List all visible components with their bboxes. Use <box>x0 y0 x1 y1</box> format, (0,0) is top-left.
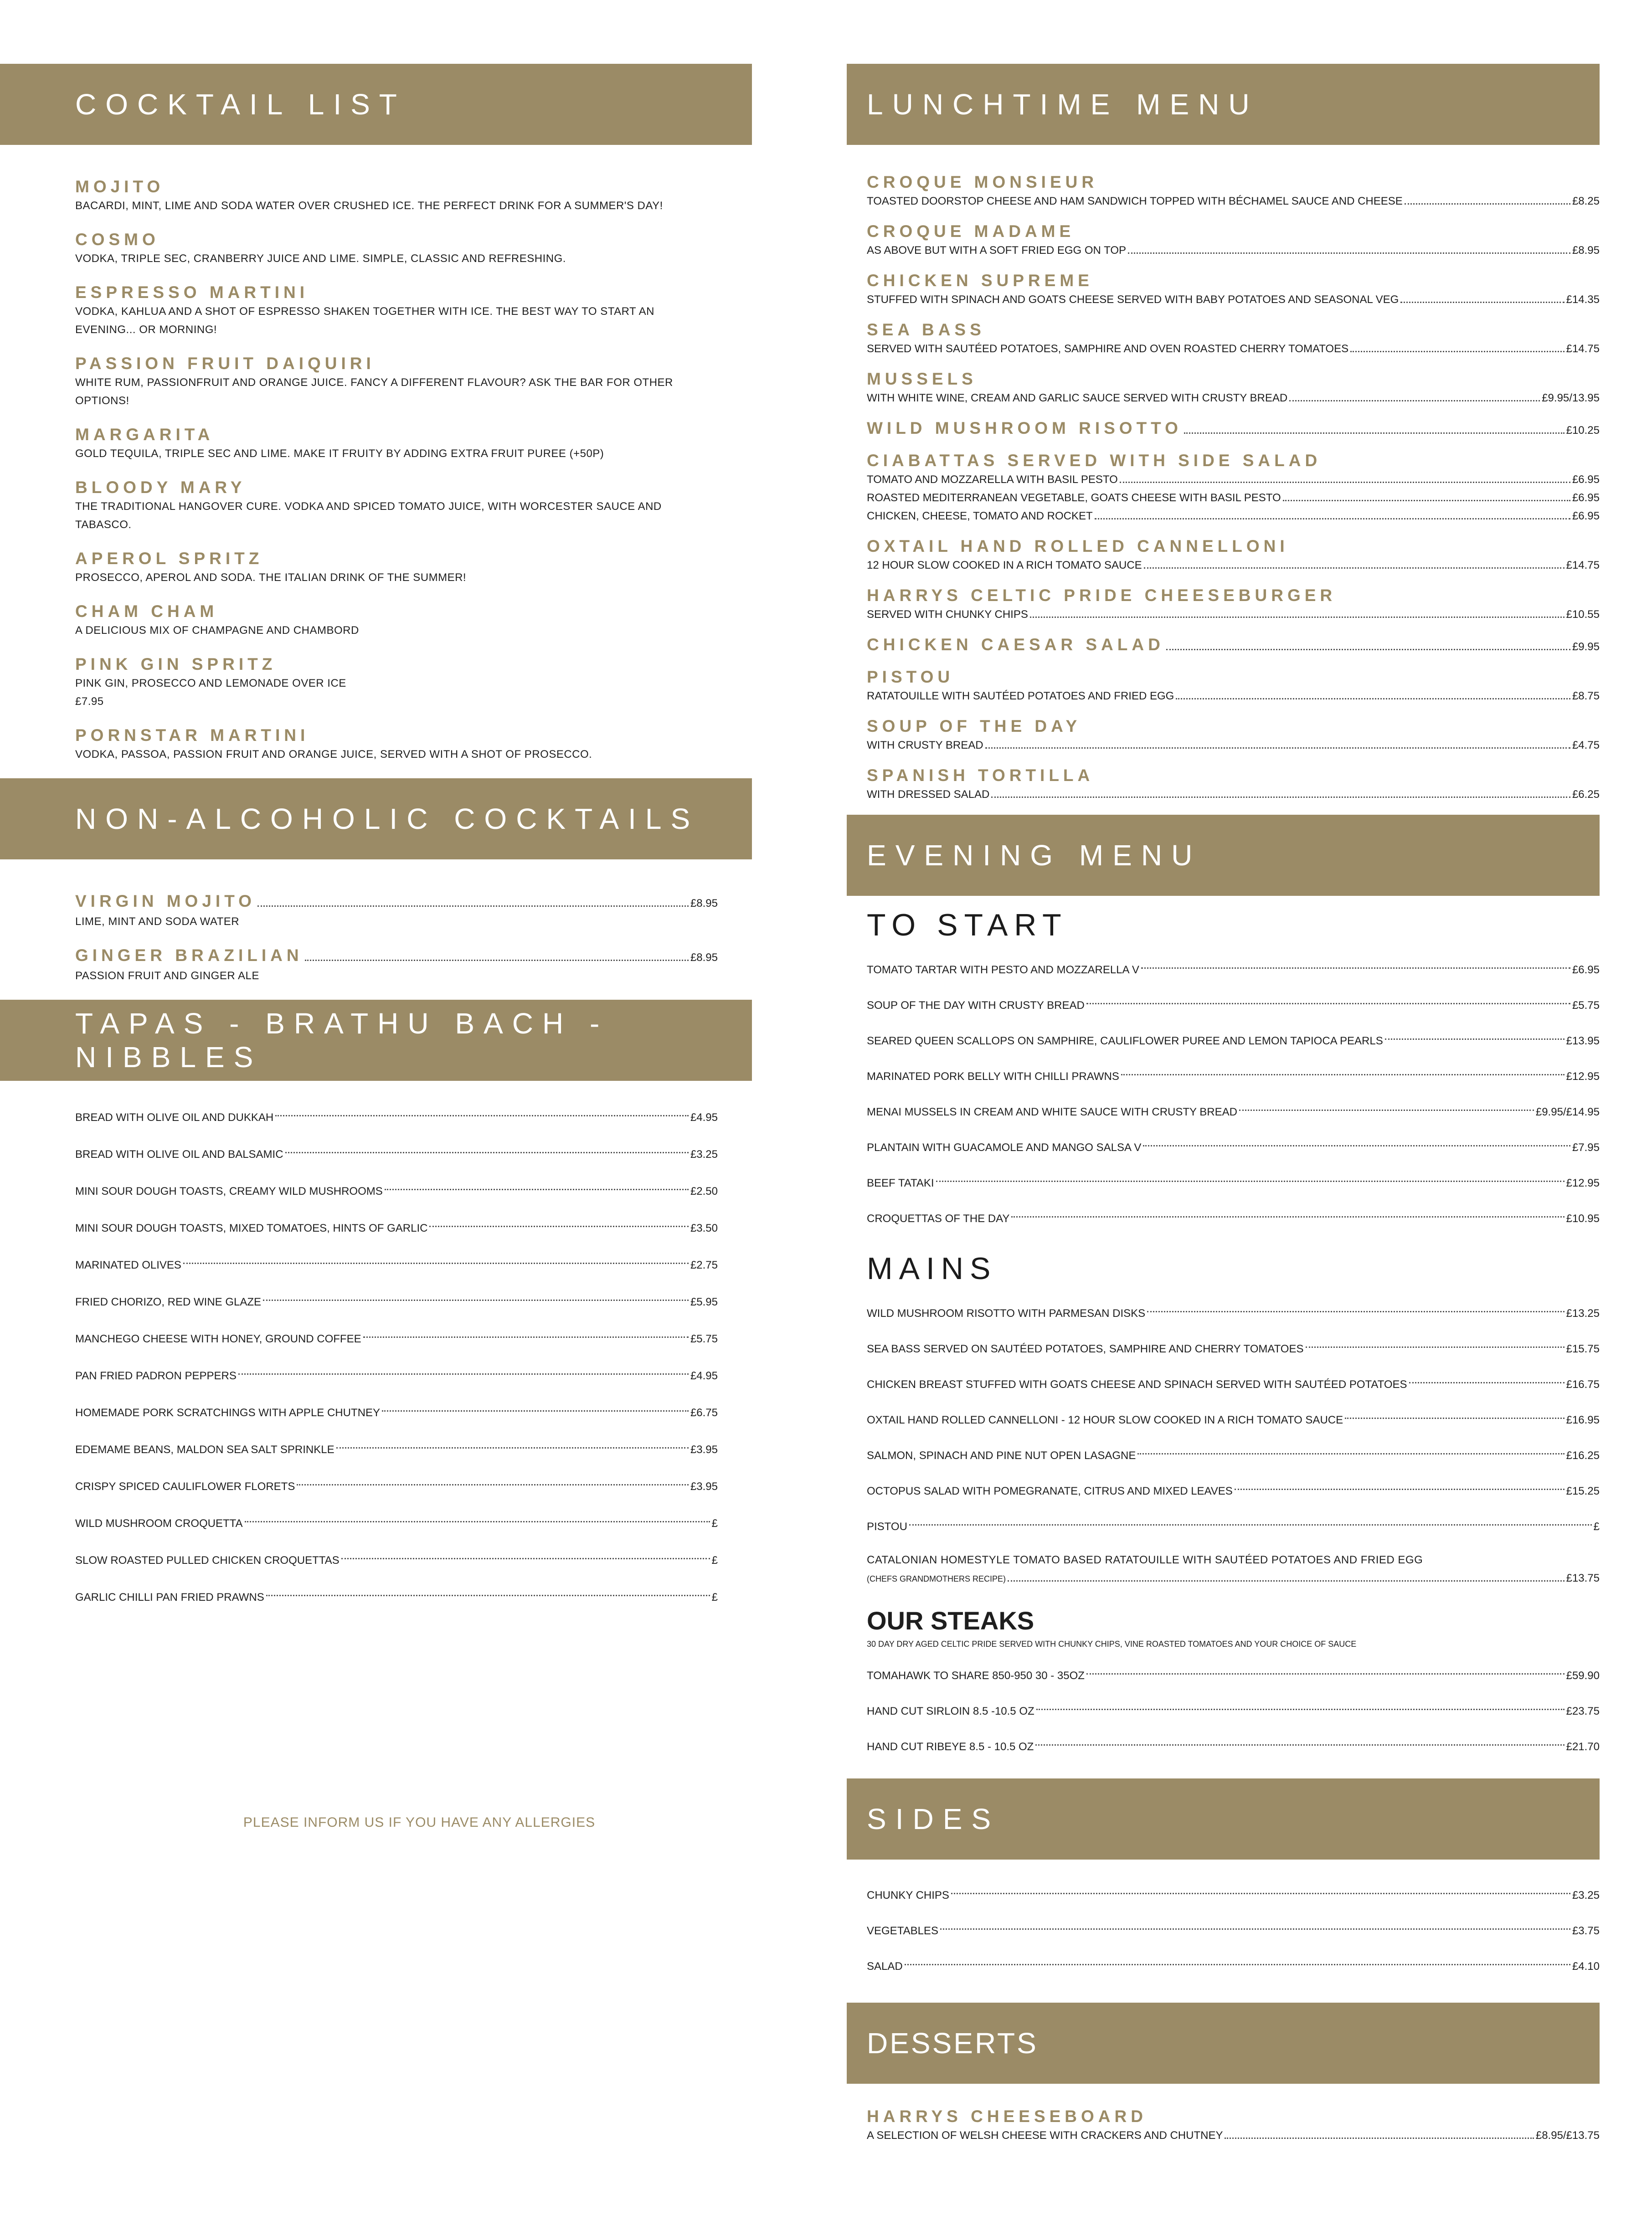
leader-dots <box>1176 698 1570 699</box>
leader-dots <box>1144 567 1565 569</box>
leader-dots <box>285 1152 689 1153</box>
mocktail-name: GINGER BRAZILIAN <box>75 946 303 965</box>
leader-dots <box>1405 203 1570 205</box>
desserts-title: DESSERTS <box>867 2027 1038 2060</box>
lunch-item: SOUP OF THE DAY WITH CRUSTY BREAD £4.75 <box>867 717 1600 751</box>
tapas-banner <box>0 1000 752 1081</box>
lunch-item: SPANISH TORTILLA WITH DRESSED SALAD £6.25 <box>867 766 1600 801</box>
steak-item: TOMAHAWK TO SHARE 850-950 30 - 35OZ £59.90 <box>867 1670 1600 1682</box>
leader-dots <box>940 1928 1570 1930</box>
leader-dots <box>363 1336 689 1338</box>
leader-dots <box>909 1524 1592 1526</box>
mocktail-desc: PASSION FRUIT AND GINGER ALE <box>75 970 259 982</box>
lunch-item-name: SEA BASS <box>867 320 985 339</box>
cocktail-desc: WHITE RUM, PASSIONFRUIT AND ORANGE JUICE. FANCY A DIFFERENT FLAVOUR? ASK THE BAR FOR OTHER OPTIONS! <box>75 376 673 407</box>
leader-dots <box>1289 400 1540 401</box>
lunch-item-name: HARRYS CELTIC PRIDE CHEESEBURGER <box>867 586 1337 605</box>
starter-item: PLANTAIN WITH GUACAMOLE AND MANGO SALSA V £7.95 <box>867 1141 1600 1154</box>
main-item: CATALONIAN HOMESTYLE TOMATO BASED RATATOUILLE WITH SAUTÉED POTATOES AND FRIED EGG (CHEFS GRANDMOTHERS RECIPE) £13.75 <box>867 1545 1600 1588</box>
leader-dots <box>1035 1744 1564 1746</box>
leader-dots <box>1350 351 1564 352</box>
catalonian-sub: (CHEFS GRANDMOTHERS RECIPE) <box>867 1574 1006 1583</box>
leader-dots <box>1036 1709 1565 1710</box>
sides-list <box>847 1860 1600 1984</box>
starter-item: TOMATO TARTAR WITH PESTO AND MOZZARELLA V £6.95 <box>867 964 1600 976</box>
desserts-banner <box>847 2003 1600 2084</box>
leader-dots <box>1400 302 1564 303</box>
leader-dots <box>245 1521 710 1522</box>
cocktail-desc: PROSECCO, APEROL AND SODA. THE ITALIAN DRINK OF THE SUMMER! <box>75 571 467 584</box>
lunch-item-name: CHICKEN SUPREME <box>867 271 1093 290</box>
main-item: SEA BASS SERVED ON SAUTÉED POTATOES, SAMPHIRE AND CHERRY TOMATOES £15.75 <box>867 1343 1600 1355</box>
leader-dots <box>1239 1110 1534 1111</box>
tapas-item: HOMEMADE PORK SCRATCHINGS WITH APPLE CHUTNEY £6.75 <box>75 1406 718 1419</box>
leader-dots <box>429 1226 689 1227</box>
leader-dots <box>1141 967 1570 969</box>
leader-dots <box>1011 1216 1564 1218</box>
lunch-item: CROQUE MADAME AS ABOVE BUT WITH A SOFT FRIED EGG ON TOP £8.95 <box>867 222 1600 257</box>
leader-dots <box>1147 1311 1564 1312</box>
cocktail-list <box>0 145 752 764</box>
cocktail-name: CHAM CHAM <box>75 602 218 621</box>
tapas-item: MARINATED OLIVES £2.75 <box>75 1259 718 1271</box>
tapas-item: BREAD WITH OLIVE OIL AND DUKKAH £4.95 <box>75 1111 718 1124</box>
lunch-item-name: MUSSELS <box>867 370 977 388</box>
leader-dots <box>336 1447 689 1449</box>
leader-dots <box>266 1595 710 1596</box>
tapas-item: CRISPY SPICED CAULIFLOWER FLORETS £3.95 <box>75 1480 718 1493</box>
non-alcoholic-list <box>0 859 752 985</box>
cocktail-desc: VODKA, PASSOA, PASSION FRUIT AND ORANGE JUICE, SERVED WITH A SHOT OF PROSECCO. <box>75 748 592 761</box>
steak-item: HAND CUT RIBEYE 8.5 - 10.5 OZ £21.70 <box>867 1741 1600 1753</box>
evening-title: EVENING MENU <box>867 839 1202 872</box>
lunch-item: CIABATTAS SERVED WITH SIDE SALAD TOMATO AND MOZZARELLA WITH BASIL PESTO £6.95 ROASTED MEDITERRANEAN VEGETABLE, GOATS CHEESE WITH BASIL PESTO £6.95 CHICKEN, CHEESE, TOMATO AND ROCKET £6.95 <box>867 451 1600 522</box>
lunch-item-name: SPANISH TORTILLA <box>867 766 1094 785</box>
leader-dots <box>951 1893 1570 1894</box>
tapas-item: MINI SOUR DOUGH TOASTS, MIXED TOMATOES, HINTS OF GARLIC £3.50 <box>75 1222 718 1234</box>
tapas-list <box>0 1081 752 1616</box>
dessert-item: HARRYS CHEESEBOARD A SELECTION OF WELSH CHEESE WITH CRACKERS AND CHUTNEY £8.95/£13.75 <box>867 2107 1600 2142</box>
cocktail-desc: BACARDI, MINT, LIME AND SODA WATER OVER CRUSHED ICE. THE PERFECT DRINK FOR A SUMMER'S DAY! <box>75 200 663 212</box>
leader-dots <box>1086 1673 1565 1675</box>
cocktail-name: PORNSTAR MARTINI <box>75 726 309 745</box>
mocktail-item <box>75 946 718 985</box>
leader-dots <box>183 1263 689 1264</box>
leader-dots <box>263 1300 689 1301</box>
mocktail-name: VIRGIN MOJITO <box>75 892 256 910</box>
cocktail-item <box>75 230 718 268</box>
cocktail-desc: VODKA, KAHLUA AND A SHOT OF ESPRESSO SHAKEN TOGETHER WITH ICE. THE BEST WAY TO START AN EVENING... OR MORNING! <box>75 305 654 336</box>
tapas-title: TAPAS - BRATHU BACH - NIBBLES <box>75 1007 609 1074</box>
steak-item: HAND CUT SIRLOIN 8.5 -10.5 OZ £23.75 <box>867 1705 1600 1717</box>
cocktail-name: BLOODY MARY <box>75 478 246 497</box>
leader-dots <box>238 1373 689 1375</box>
leader-dots <box>1283 500 1570 501</box>
cocktail-list-title: COCKTAIL LIST <box>75 88 406 121</box>
leader-dots <box>1345 1418 1564 1419</box>
side-item: SALAD £4.10 <box>867 1960 1600 1973</box>
leader-dots <box>341 1558 710 1559</box>
leader-dots <box>985 747 1570 749</box>
tapas-item: PAN FRIED PADRON PEPPERS £4.95 <box>75 1369 718 1382</box>
lunch-item: WILD MUSHROOM RISOTTO £10.25 <box>867 419 1600 437</box>
leader-dots <box>1385 1038 1565 1040</box>
cocktail-desc: A DELICIOUS MIX OF CHAMPAGNE AND CHAMBORD <box>75 624 359 637</box>
leader-dots <box>1121 1074 1565 1075</box>
cocktail-price: £7.95 <box>75 695 104 708</box>
leader-dots <box>1128 252 1570 254</box>
lunch-item: CROQUE MONSIEUR TOASTED DOORSTOP CHEESE AND HAM SANDWICH TOPPED WITH BÉCHAMEL SAUCE AND CHEESE £8.25 <box>867 173 1600 207</box>
mocktail-item <box>75 891 718 931</box>
lunch-item: CHICKEN CAESAR SALAD £9.95 <box>867 635 1600 654</box>
evening-banner <box>847 815 1600 896</box>
tapas-item: BREAD WITH OLIVE OIL AND BALSAMIC £3.25 <box>75 1148 718 1161</box>
starter-item: BEEF TATAKI £12.95 <box>867 1177 1600 1189</box>
cocktail-item <box>75 478 718 534</box>
starter-item: SEARED QUEEN SCALLOPS ON SAMPHIRE, CAULIFLOWER PUREE AND LEMON TAPIOCA PEARLS £13.95 <box>867 1035 1600 1047</box>
tapas-item: SLOW ROASTED PULLED CHICKEN CROQUETTAS £ <box>75 1554 718 1567</box>
cocktail-name: COSMO <box>75 230 160 249</box>
cocktail-name: PINK GIN SPRITZ <box>75 655 277 673</box>
leader-dots <box>1306 1346 1565 1348</box>
side-item: VEGETABLES £3.75 <box>867 1925 1600 1937</box>
lunch-item-name: CIABATTAS SERVED WITH SIDE SALAD <box>867 451 1322 470</box>
catalonian-label: CATALONIAN HOMESTYLE TOMATO BASED RATATOUILLE WITH SAUTÉED POTATOES AND FRIED EGG <box>867 1554 1423 1566</box>
lunch-item-name: SOUP OF THE DAY <box>867 717 1081 735</box>
cocktail-list-banner <box>0 64 752 145</box>
main-item: SALMON, SPINACH AND PINE NUT OPEN LASAGNE £16.25 <box>867 1449 1600 1462</box>
lunch-item: PISTOU RATATOUILLE WITH SAUTÉED POTATOES AND FRIED EGG £8.75 <box>867 668 1600 702</box>
cocktail-name: APEROL SPRITZ <box>75 549 263 568</box>
cocktail-item <box>75 601 718 640</box>
starter-item: MENAI MUSSELS IN CREAM AND WHITE SAUCE WITH CRUSTY BREAD £9.95/£14.95 <box>867 1106 1600 1118</box>
starter-item: SOUP OF THE DAY WITH CRUSTY BREAD £5.75 <box>867 999 1600 1012</box>
lunch-item-name: CROQUE MONSIEUR <box>867 173 1098 191</box>
right-column <box>847 64 1600 2159</box>
allergy-note: PLEASE INFORM US IF YOU HAVE ANY ALLERGIES <box>243 1815 596 1830</box>
leader-dots <box>991 797 1570 798</box>
leader-dots <box>1086 1003 1570 1004</box>
cocktail-name: MOJITO <box>75 177 165 196</box>
tapas-item: WILD MUSHROOM CROQUETTA £ <box>75 1517 718 1530</box>
starter-item: MARINATED PORK BELLY WITH CHILLI PRAWNS £12.95 <box>867 1070 1600 1083</box>
lunch-list <box>847 145 1600 804</box>
main-item: CHICKEN BREAST STUFFED WITH GOATS CHEESE AND SPINACH SERVED WITH SAUTÉED POTATOES £16.75 <box>867 1378 1600 1391</box>
lunch-item: SEA BASS SERVED WITH SAUTÉED POTATOES, SAMPHIRE AND OVEN ROASTED CHERRY TOMATOES £14.75 <box>867 320 1600 355</box>
leader-dots <box>1143 1145 1570 1146</box>
cocktail-name: MARGARITA <box>75 425 214 444</box>
to-start-heading: TO START <box>867 908 1068 942</box>
mains-heading: MAINS <box>867 1251 997 1286</box>
dessert-name: HARRYS CHEESEBOARD <box>867 2107 1147 2126</box>
cocktail-item <box>75 283 718 339</box>
main-item: OXTAIL HAND ROLLED CANNELLONI - 12 HOUR SLOW COOKED IN A RICH TOMATO SAUCE £16.95 <box>867 1414 1600 1426</box>
leader-dots <box>936 1181 1565 1182</box>
side-item: CHUNKY CHIPS £3.25 <box>867 1889 1600 1901</box>
leader-dots <box>275 1115 689 1116</box>
lunch-item: MUSSELS WITH WHITE WINE, CREAM AND GARLIC SAUCE SERVED WITH CRUSTY BREAD £9.95/13.95 <box>867 370 1600 404</box>
leader-dots <box>382 1410 689 1412</box>
mocktail-price: £8.95 <box>690 951 718 964</box>
cocktail-name: PASSION FRUIT DAIQUIRI <box>75 354 375 373</box>
tapas-item: EDEMAME BEANS, MALDON SEA SALT SPRINKLE £3.95 <box>75 1443 718 1456</box>
leader-dots <box>385 1189 689 1190</box>
non-alcoholic-banner <box>0 778 752 859</box>
lunch-banner <box>847 64 1600 145</box>
lunch-item: HARRYS CELTIC PRIDE CHEESEBURGER SERVED WITH CHUNKY CHIPS £10.55 <box>867 586 1600 621</box>
non-alcoholic-title: NON-ALCOHOLIC COCKTAILS <box>75 802 700 835</box>
lunch-item-name: CROQUE MADAME <box>867 222 1075 241</box>
cocktail-item <box>75 177 718 215</box>
cocktail-name: ESPRESSO MARTINI <box>75 283 309 302</box>
cocktail-desc: THE TRADITIONAL HANGOVER CURE. VODKA AND SPICED TOMATO JUICE, WITH WORCESTER SAUCE AND TABASCO. <box>75 500 662 531</box>
cocktail-item <box>75 354 718 410</box>
starter-item: CROQUETTAS OF THE DAY £10.95 <box>867 1213 1600 1225</box>
main-item: OCTOPUS SALAD WITH POMEGRANATE, CITRUS AND MIXED LEAVES £15.25 <box>867 1485 1600 1497</box>
leader-dots <box>1409 1382 1565 1383</box>
leader-dots <box>1120 482 1570 483</box>
mocktail-desc: LIME, MINT AND SODA WATER <box>75 915 240 928</box>
left-column <box>0 64 752 1616</box>
lunch-item: OXTAIL HAND ROLLED CANNELLONI 12 HOUR SLOW COOKED IN A RICH TOMATO SAUCE £14.75 <box>867 537 1600 571</box>
leader-dots <box>1008 1580 1565 1582</box>
lunch-item-name: CHICKEN CAESAR SALAD <box>867 635 1164 654</box>
steaks-heading: OUR STEAKS <box>867 1606 1034 1635</box>
lunch-title: LUNCHTIME MENU <box>867 88 1259 121</box>
cocktail-item <box>75 549 718 587</box>
cocktail-item <box>75 725 718 764</box>
lunch-item: CHICKEN SUPREME STUFFED WITH SPINACH AND GOATS CHEESE SERVED WITH BABY POTATOES AND SEASONAL VEG £14.35 <box>867 271 1600 306</box>
cocktail-item <box>75 654 718 711</box>
main-item: PISTOU £ <box>867 1521 1600 1533</box>
leader-dots <box>297 1484 689 1485</box>
cocktail-desc: VODKA, TRIPLE SEC, CRANBERRY JUICE AND LIME. SIMPLE, CLASSIC AND REFRESHING. <box>75 252 566 265</box>
tapas-item: MINI SOUR DOUGH TOASTS, CREAMY WILD MUSHROOMS £2.50 <box>75 1185 718 1197</box>
leader-dots <box>1137 1453 1564 1454</box>
cocktail-desc: GOLD TEQUILA, TRIPLE SEC AND LIME. MAKE IT FRUITY BY ADDING EXTRA FRUIT PUREE (+50P) <box>75 447 604 460</box>
lunch-item-name: OXTAIL HAND ROLLED CANNELLONI <box>867 537 1289 555</box>
leader-dots <box>305 960 689 961</box>
leader-dots <box>257 905 689 907</box>
tapas-item: GARLIC CHILLI PAN FRIED PRAWNS £ <box>75 1591 718 1603</box>
sides-banner <box>847 1778 1600 1860</box>
desserts-list <box>847 2084 1600 2145</box>
leader-dots <box>1030 617 1565 618</box>
steaks-note: 30 DAY DRY AGED CELTIC PRIDE SERVED WITH CHUNKY CHIPS, VINE ROASTED TOMATOES AND YOUR CHOICE OF SAUCE <box>867 1639 1357 1649</box>
lunch-item-name: WILD MUSHROOM RISOTTO <box>867 419 1182 437</box>
lunch-item-name: PISTOU <box>867 668 954 686</box>
tapas-item: MANCHEGO CHEESE WITH HONEY, GROUND COFFEE £5.75 <box>75 1332 718 1345</box>
mocktail-price: £8.95 <box>690 897 718 910</box>
leader-dots <box>1184 432 1565 434</box>
leader-dots <box>1166 649 1570 650</box>
evening-list <box>847 907 1600 1765</box>
leader-dots <box>1095 518 1570 519</box>
leader-dots <box>1235 1489 1565 1490</box>
cocktail-item <box>75 425 718 463</box>
main-item: WILD MUSHROOM RISOTTO WITH PARMESAN DISKS £13.25 <box>867 1307 1600 1320</box>
sides-title: SIDES <box>867 1803 1000 1835</box>
leader-dots <box>905 1964 1570 1965</box>
tapas-item: FRIED CHORIZO, RED WINE GLAZE £5.95 <box>75 1295 718 1308</box>
leader-dots <box>1225 2138 1534 2139</box>
cocktail-desc: PINK GIN, PROSECCO AND LEMONADE OVER ICE <box>75 677 346 689</box>
